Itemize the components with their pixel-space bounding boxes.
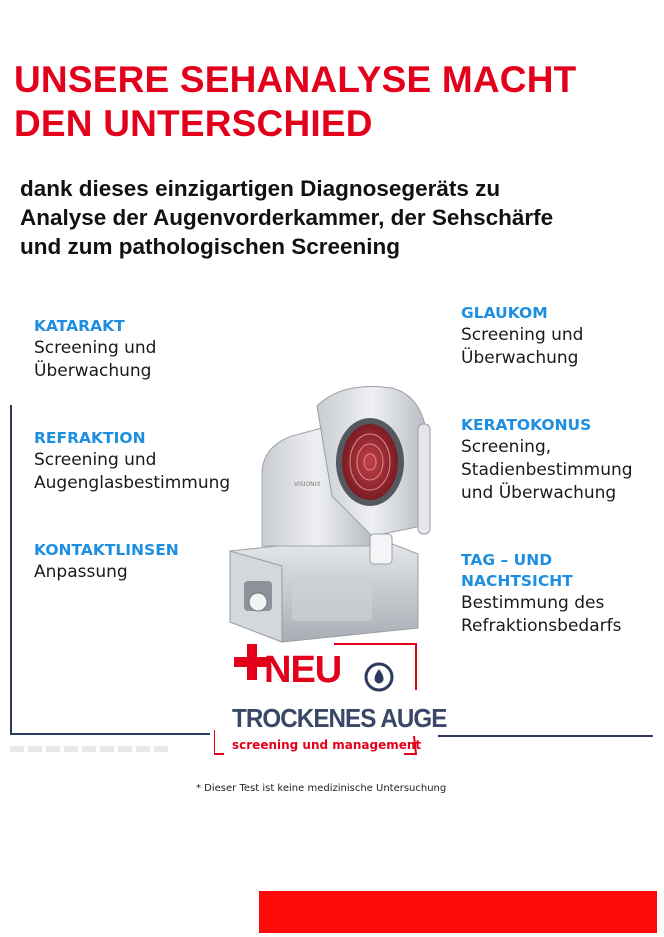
subheadline-line-3: und zum pathologischen Screening xyxy=(20,234,401,259)
headline xyxy=(14,58,654,146)
feature-title: REFRAKTION xyxy=(34,429,146,447)
bottom-red-bar xyxy=(259,891,657,933)
frame-line-bottom-right xyxy=(438,735,653,737)
feature-refraktion xyxy=(34,428,230,495)
feature-text: Screening, Stadienbestimmung und Überwachung xyxy=(461,437,633,503)
feature-text: Anpassung xyxy=(34,562,128,582)
badge-title: TROCKENES AUGE xyxy=(232,703,447,733)
water-drop-icon xyxy=(364,662,394,692)
feature-tag-und-nachtsicht xyxy=(461,550,621,638)
frame-line-bottom-left xyxy=(10,733,210,735)
footnote: * Dieser Test ist keine medizinische Untersuchung xyxy=(196,783,447,794)
headline-line-2: DEN UNTERSCHIED xyxy=(14,103,373,144)
feature-title: GLAUKOM xyxy=(461,304,548,322)
new-dry-eye-badge xyxy=(214,638,447,756)
subheadline-line-2: Analyse der Augenvorderkammer, der Sehschärfe xyxy=(20,205,554,230)
feature-text: Screening und Augenglasbestimmung xyxy=(34,450,231,493)
feature-title-line-1: TAG – UND xyxy=(461,551,553,569)
faint-caption xyxy=(10,746,170,752)
badge-new-label: NEU xyxy=(264,649,342,691)
subheadline xyxy=(20,174,650,261)
feature-text: Bestimmung des Refraktionsbedarfs xyxy=(461,593,622,636)
frame-line-left xyxy=(10,405,12,735)
feature-katarakt xyxy=(34,316,156,383)
diagnostic-device-image xyxy=(222,376,444,648)
feature-text: Screening und Überwachung xyxy=(461,325,584,368)
badge-subtitle: screening und management xyxy=(232,738,422,752)
feature-title: KERATOKONUS xyxy=(461,416,592,434)
feature-title-line-2: NACHTSICHT xyxy=(461,572,573,590)
feature-kontaktlinsen xyxy=(34,540,179,584)
feature-keratokonus xyxy=(461,415,633,505)
feature-text: Screening und Überwachung xyxy=(34,338,157,381)
feature-glaukom xyxy=(461,303,583,370)
subheadline-line-1: dank dieses einzigartigen Diagnosegeräts zu xyxy=(20,176,501,201)
headline-line-1: UNSERE SEHANALYSE MACHT xyxy=(14,59,577,100)
feature-title: KATARAKT xyxy=(34,317,125,335)
device-brand-label: VISIONIX xyxy=(294,481,321,488)
feature-title: KONTAKTLINSEN xyxy=(34,541,179,559)
